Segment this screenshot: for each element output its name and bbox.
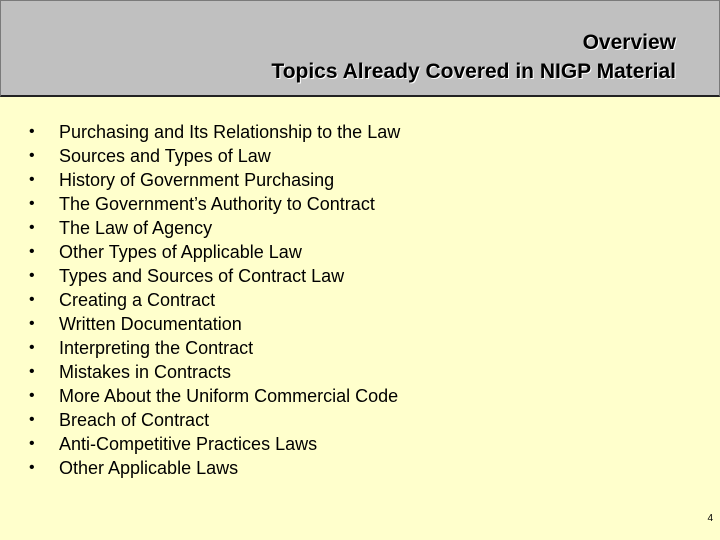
topic-text: Types and Sources of Contract Law [59,266,345,286]
bullet-icon: • [29,219,35,236]
bullet-icon: • [29,435,35,452]
slide-subtitle: Topics Already Covered in NIGP Material [271,60,676,83]
bullet-icon: • [29,123,35,140]
bullet-icon: • [29,315,35,332]
topic-text: Other Applicable Laws [59,458,239,478]
topic-text: History of Government Purchasing [59,170,335,190]
header-band [0,0,720,97]
slide-title: Overview [582,31,676,54]
bullet-icon: • [29,243,35,260]
bullet-icon: • [29,147,35,164]
bullet-icon: • [29,387,35,404]
bullet-icon: • [29,267,35,284]
bullet-icon: • [29,171,35,188]
topic-text: Other Types of Applicable Law [59,242,302,262]
bullet-icon: • [29,411,35,428]
bullet-icon: • [29,459,35,476]
topic-text: Breach of Contract [59,410,210,430]
topic-text: Sources and Types of Law [59,146,271,166]
topic-text: Mistakes in Contracts [59,362,232,382]
page-number: 4 [707,513,713,524]
bullet-icon: • [29,363,35,380]
bullet-icon: • [29,195,35,212]
topic-text: Interpreting the Contract [59,338,254,358]
bullet-icon: • [29,339,35,356]
topic-text: The Law of Agency [59,218,213,238]
topic-text: Written Documentation [59,314,242,334]
topic-text: Purchasing and Its Relationship to the Law [59,122,401,142]
topic-text: Creating a Contract [59,290,216,310]
title-block [271,28,676,86]
topic-text: More About the Uniform Commercial Code [59,386,399,406]
topic-text: Anti-Competitive Practices Laws [59,434,318,454]
bullet-icon: • [29,291,35,308]
topic-text: The Government’s Authority to Contract [59,194,375,214]
